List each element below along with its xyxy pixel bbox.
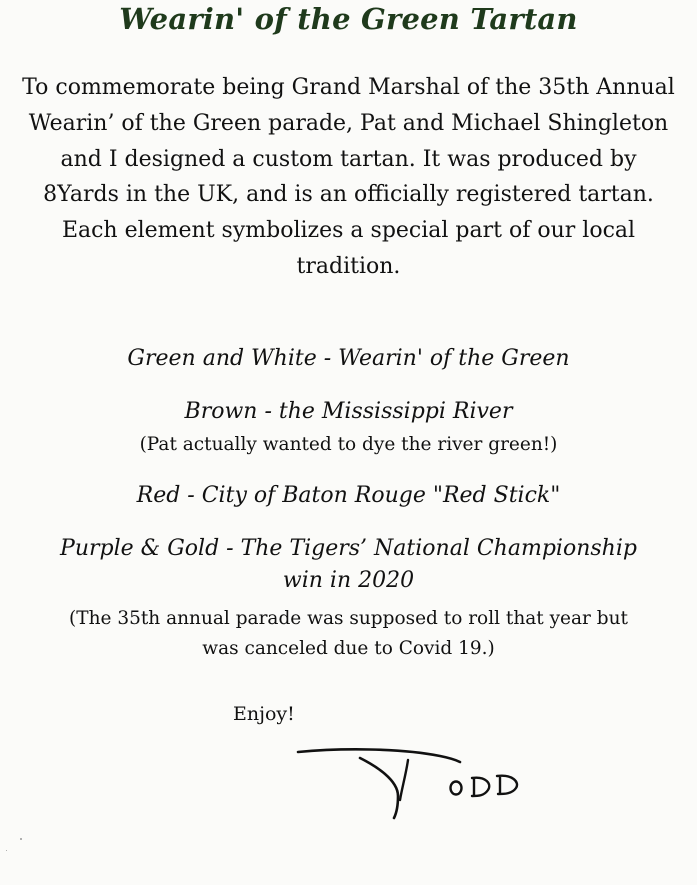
element-purple-gold: Purple & Gold - The Tigers’ National Championship	[60, 536, 637, 561]
element-purple-gold-note-line2: was canceled due to Covid 19.)	[202, 638, 495, 659]
closing-text: Enjoy!	[233, 703, 295, 725]
paper-speck	[6, 850, 7, 851]
element-purple-gold-line2: win in 2020	[282, 568, 415, 593]
element-purple-gold-note: (The 35th annual parade was supposed to roll that year but	[69, 608, 628, 629]
element-brown: Brown - the Mississippi River	[184, 399, 513, 424]
element-brown-note: (Pat actually wanted to dye the river green!)	[139, 434, 558, 455]
paper-speck	[20, 838, 22, 840]
signature	[290, 730, 550, 820]
intro-paragraph: To commemorate being Grand Marshal of the 35th Annual Wearin’ of the Green parade, Pat and Michael Shingleton and I designed a custom tartan. It was produced by 8Yards in the UK, and is an officially registered tartan. Each element symbolizes a special part of our local tradition.	[22, 75, 675, 279]
page-title: Wearin' of the Green Tartan	[119, 2, 578, 36]
element-red: Red - City of Baton Rouge "Red Stick"	[136, 483, 561, 508]
element-green-white: Green and White - Wearin' of the Green	[127, 346, 570, 371]
